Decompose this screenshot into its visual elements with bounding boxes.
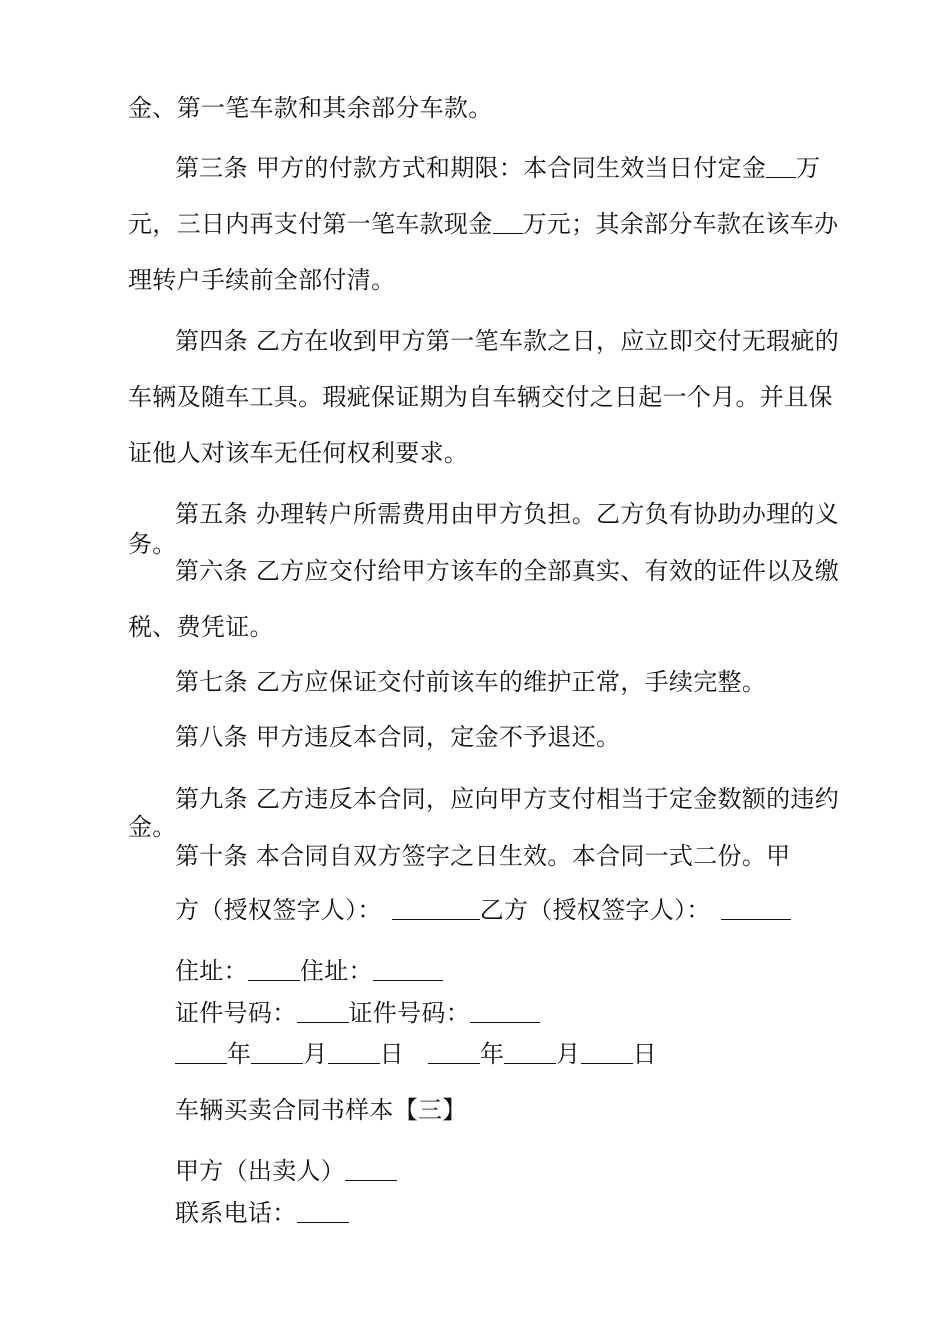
article-4-line-1: 第四条 乙方在收到甲方第一笔车款之日，应立即交付无瑕疵的 (175, 327, 840, 355)
paragraph-line: 金、第一笔车款和其余部分车款。 (128, 94, 493, 122)
signature-line: 方（授权签字人）： 乙方（授权签字人）： (175, 894, 791, 926)
article-5-line-1: 第五条 办理转户所需费用由甲方负担。乙方负有协助办理的义 (175, 500, 840, 528)
seller-line: 甲方（出卖人） (175, 1155, 397, 1187)
blank-id-b (470, 998, 540, 1023)
section-title: 车辆买卖合同书样本【三】 (175, 1096, 467, 1124)
blank-party-a-signature (392, 895, 480, 920)
article-3-line-1: 第三条 甲方的付款方式和期限：本合同生效当日付定金 万 (175, 154, 821, 182)
article-7-line: 第七条 乙方应保证交付前该车的维护正常，手续完整。 (175, 668, 767, 696)
date-line: 年 月 日 年 月 日 (175, 1038, 657, 1070)
blank-month-a (251, 1039, 303, 1064)
article-5-line-2: 务。 (128, 530, 177, 558)
article-3-line-2: 元，三日内再支付第一笔车款现金 万元；其余部分车款在该车办 (128, 210, 839, 238)
article-8-line: 第八条 甲方违反本合同，定金不予退还。 (175, 723, 621, 751)
blank-day-b (581, 1039, 633, 1064)
blank-first-payment (493, 209, 523, 234)
phone-line: 联系电话： (175, 1197, 349, 1229)
article-3-line-3: 理转户手续前全部付清。 (128, 266, 396, 294)
id-number-line: 证件号码： 证件号码： (175, 997, 540, 1029)
blank-month-b (504, 1039, 556, 1064)
blank-id-a (297, 998, 349, 1023)
article-9-line-1: 第九条 乙方违反本合同，应向甲方支付相当于定金数额的违约 (175, 785, 840, 813)
blank-phone (297, 1198, 349, 1223)
article-9-line-2: 金。 (128, 813, 177, 841)
address-line: 住址： 住址： (175, 955, 443, 987)
blank-party-b-signature (721, 895, 791, 920)
article-4-line-2: 车辆及随车工具。瑕疵保证期为自车辆交付之日起一个月。并且保 (128, 383, 833, 411)
article-10-line: 第十条 本合同自双方签字之日生效。本合同一式二份。甲 (175, 842, 791, 870)
article-4-line-3: 证他人对该车无任何权利要求。 (128, 439, 469, 467)
blank-day-a (328, 1039, 380, 1064)
article-6-line-1: 第六条 乙方应交付给甲方该车的全部真实、有效的证件以及缴 (175, 557, 840, 585)
blank-address-b (373, 956, 443, 981)
blank-year-a (175, 1039, 227, 1064)
blank-address-a (248, 956, 300, 981)
blank-year-b (428, 1039, 480, 1064)
blank-deposit (766, 153, 796, 178)
article-6-line-2: 税、费凭证。 (128, 613, 274, 641)
blank-seller (345, 1156, 397, 1181)
